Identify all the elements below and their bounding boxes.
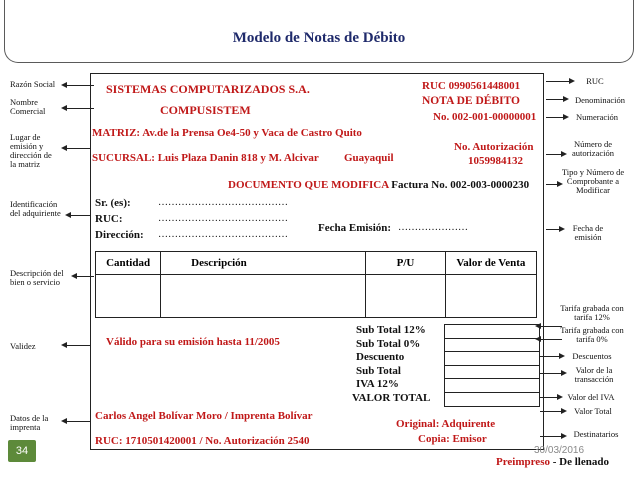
total-label-iva: IVA 12%	[356, 378, 399, 390]
preprinted-label: Preimpreso	[496, 456, 550, 468]
arrow-right-icon	[540, 356, 560, 357]
arrow-right-icon	[546, 184, 558, 185]
left-label-nombre-comercial: Nombre Comercial	[10, 97, 46, 116]
items-table	[95, 251, 537, 318]
total-cell	[445, 365, 540, 379]
copy-label: Copia: Emisor	[418, 433, 487, 445]
arrow-right-icon	[540, 397, 558, 398]
sucursal-label: SUCURSAL:	[92, 152, 155, 164]
authorization-label: No. Autorización	[454, 141, 534, 153]
filled-label: De llenado	[559, 456, 609, 468]
arrow-left-icon	[76, 276, 94, 277]
arrow-left-icon	[70, 215, 90, 216]
left-label-lugar-emision: Lugar de emisión y dirección de la matriz	[10, 132, 52, 169]
sucursal-city: Guayaquil	[344, 152, 394, 164]
right-label-tarifa-0: Tarifa grabada con tarifa 0%	[560, 325, 624, 344]
trade-name: COMPUSISTEM	[160, 103, 251, 117]
slide-title: Modelo de Notas de Débito	[232, 30, 406, 46]
table-row	[96, 275, 537, 318]
right-label-fecha-emision: Fecha de emisión	[572, 223, 604, 242]
table-row	[445, 365, 540, 379]
left-label-identificacion: Identificación del adquiriente	[10, 199, 61, 218]
cell-valor-venta	[445, 275, 536, 318]
arrow-right-icon	[546, 229, 560, 230]
table-row	[445, 392, 540, 406]
right-label-valor-transaccion: Valor de la transacción	[574, 365, 614, 384]
table-row	[445, 379, 540, 393]
matriz-address: Av.de la Prensa Oe4-50 y Vaca de Castro Quito	[142, 127, 362, 139]
customer-ruc-label: RUC:	[95, 213, 123, 225]
arrow-right-icon	[540, 411, 562, 412]
total-label-subtotal-12: Sub Total 12%	[356, 324, 426, 336]
arrow-right-icon	[546, 99, 564, 100]
arrow-left-icon	[66, 85, 94, 86]
header-pu: P/U	[366, 252, 445, 275]
document-number: No. 002-001-00000001	[433, 111, 537, 123]
slide-date: 30/03/2016	[534, 445, 585, 456]
issue-date-label: Fecha Emisión:	[318, 222, 392, 234]
total-label-subtotal-0: Sub Total 0%	[356, 337, 421, 350]
modifies-line	[228, 179, 529, 191]
right-label-autorizacion: Número de autorización	[571, 139, 614, 158]
total-label-subtotal: Sub Total	[356, 364, 401, 377]
matriz-label: MATRIZ:	[92, 127, 141, 139]
total-cell	[445, 325, 540, 339]
total-cell	[445, 379, 540, 393]
right-label-numeracion: Numeración	[575, 112, 618, 122]
right-label-denominacion: Denominación	[574, 95, 626, 105]
header-valor-venta: Valor de Venta	[445, 252, 536, 275]
right-label-valor-total: Valor Total	[574, 406, 612, 416]
arrow-right-icon	[546, 117, 564, 118]
arrow-right-icon	[546, 154, 562, 155]
printer-ruc: RUC: 1710501420001 / No. Autorización 2540	[95, 435, 310, 447]
authorization-number: 1059984132	[468, 155, 523, 167]
matriz-line	[92, 127, 362, 139]
header-cantidad: Cantidad	[96, 252, 161, 275]
sucursal-line	[92, 152, 319, 164]
original-label: Original: Adquirente	[396, 418, 496, 430]
header-descripcion: Descripción	[161, 252, 366, 275]
total-label-valor-total: VALOR TOTAL	[352, 391, 431, 404]
arrow-left-icon	[66, 148, 90, 149]
right-label-descuentos: Descuentos	[572, 351, 612, 361]
left-label-razon-social: Razón Social	[10, 79, 56, 89]
legend-line: Preimpreso - De llenado	[496, 456, 609, 468]
right-label-ruc: RUC	[586, 76, 604, 86]
arrow-left-icon	[66, 108, 94, 109]
document-type: NOTA DE DÉBITO	[422, 95, 520, 107]
total-cell	[445, 352, 540, 366]
sucursal-address: Luis Plaza Danin 818 y M. Alcivar	[157, 152, 319, 164]
customer-address-dots: …………………………………	[158, 229, 288, 240]
ruc-number: RUC 0990561448001	[422, 80, 521, 92]
printer-line: Carlos Angel Bolívar Moro / Imprenta Bolívar	[95, 410, 313, 422]
table-row	[445, 325, 540, 339]
cell-cantidad	[96, 275, 161, 318]
cell-pu	[366, 275, 445, 318]
arrow-right-icon	[540, 436, 562, 437]
right-label-destinatarios: Destinatarios	[573, 429, 619, 439]
total-label-descuento: Descuento	[356, 351, 405, 363]
table-row	[445, 338, 540, 352]
customer-address-label: Dirección:	[95, 229, 144, 241]
arrow-left-icon	[66, 345, 90, 346]
validity-text: Válido para su emisión hasta 11/2005	[106, 336, 280, 348]
arrow-left-icon	[66, 421, 90, 422]
customer-name-label: Sr. (es):	[95, 197, 131, 209]
right-label-comprobante: Tipo y Número de Comprobante a Modificar	[561, 167, 625, 195]
customer-ruc-dots: …………………………………	[158, 213, 288, 224]
cell-descripcion	[161, 275, 366, 318]
right-label-tarifa-12: Tarifa grabada con tarifa 12%	[560, 303, 624, 322]
issue-date-dots: …………………	[398, 222, 468, 233]
customer-name-dots: …………………………………	[158, 197, 288, 208]
left-label-imprenta: Datos de la imprenta	[10, 413, 49, 432]
page-number-badge: 34	[8, 440, 36, 462]
arrow-right-icon	[540, 373, 562, 374]
right-label-valor-iva: Valor del IVA	[567, 392, 615, 402]
company-name: SISTEMAS COMPUTARIZADOS S.A.	[106, 82, 310, 96]
table-row	[445, 352, 540, 366]
left-label-descripcion: Descripción del bien o servicio	[10, 268, 64, 287]
table-header-row	[96, 252, 537, 275]
totals-labels	[352, 324, 431, 405]
totals-box	[444, 324, 540, 407]
modifies-value: Factura No. 002-003-0000230	[391, 179, 530, 191]
total-cell	[445, 338, 540, 352]
arrow-right-icon	[546, 81, 570, 82]
left-label-validez: Validez	[10, 341, 36, 351]
modifies-label: DOCUMENTO QUE MODIFICA	[228, 179, 389, 191]
total-cell	[445, 392, 540, 406]
